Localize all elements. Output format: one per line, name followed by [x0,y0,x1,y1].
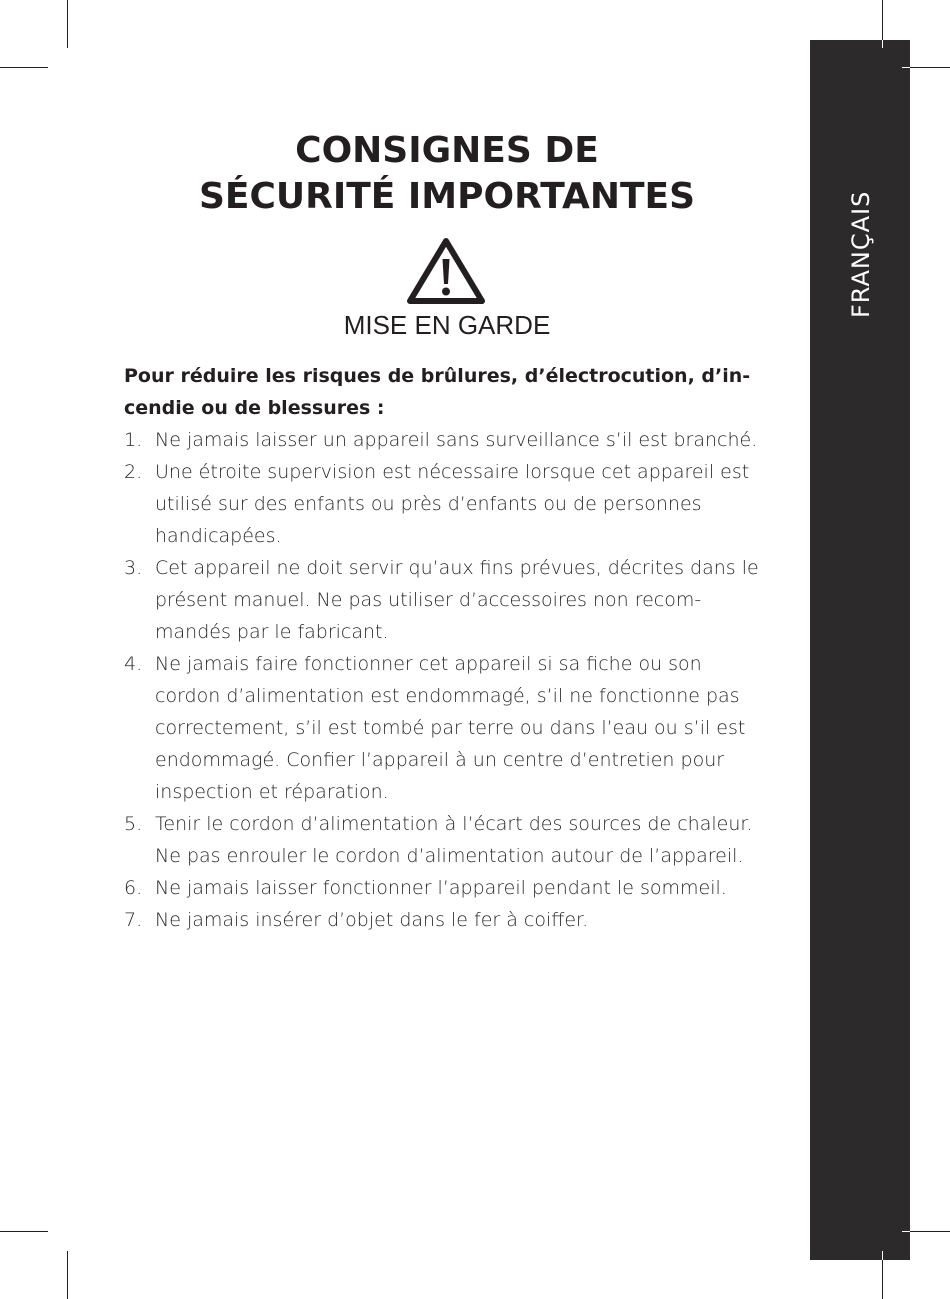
intro-text: Pour réduire les risques de brûlures, d’électrocution, d’incendie ou de blessures : [124,365,751,419]
crop-mark [882,1251,883,1260]
warning-triangle-icon [406,237,486,305]
safety-instructions-list [124,424,764,936]
list-item [124,872,764,904]
list-item [124,904,764,936]
list-item-number: 5. [124,813,143,835]
list-item [124,456,764,552]
list-item [124,808,764,872]
list-item-number: 4. [124,653,143,675]
crop-mark [902,1231,910,1232]
list-item-number: 6. [124,877,143,899]
warning-label: MISE EN GARDE [343,310,551,340]
crop-mark [67,1251,68,1299]
crop-mark [0,1231,48,1232]
list-item-text: Ne jamais laisser un appareil sans surveillance s’il est branché. [155,429,758,451]
page-title [120,128,774,220]
list-item-text: Cet appareil ne doit servir qu’aux fins prévues, décrites dans le présent manuel. Ne pas utiliser d’accessoires non recommandés par le fabricant. [155,557,759,643]
crop-mark [902,67,910,68]
page-title-line-2: SÉCURITÉ IMPORTANTES [198,176,696,217]
list-item [124,648,764,808]
list-item [124,552,764,648]
list-item-text: Ne jamais laisser fonctionner l’appareil pendant le sommeil. [155,877,727,899]
list-item-text: Ne jamais faire fonctionner cet appareil si sa fiche ou son cordon d’alimentation est endommagé, s’il ne fonctionne pas correctement, s’il est tombé par terre ou dans l’eau ou s’il est endommagé. Confier l’appareil à un centre d’entretien pour inspection et réparation. [155,653,746,803]
list-item-number: 3. [124,557,143,579]
page-title-line-1: CONSIGNES DE [295,130,599,171]
list-item-text: Tenir le cordon d’alimentation à l’écart des sources de chaleur. Ne pas enrouler le cordon d’alimentation autour de l’appareil. [155,813,753,867]
language-label: FRANÇAIS [847,190,875,318]
list-item-number: 1. [124,429,143,451]
list-item-number: 7. [124,909,143,931]
list-item-number: 2. [124,461,143,483]
crop-mark [0,67,48,68]
list-item [124,424,764,456]
crop-mark [67,0,68,48]
crop-mark [882,40,883,48]
list-item-text: Une étroite supervision est nécessaire lorsque cet appareil est utilisé sur des enfants ou près d’enfants ou de personnes handicapées. [155,461,750,547]
list-item-text: Ne jamais insérer d’objet dans le fer à coiffer. [155,909,589,931]
